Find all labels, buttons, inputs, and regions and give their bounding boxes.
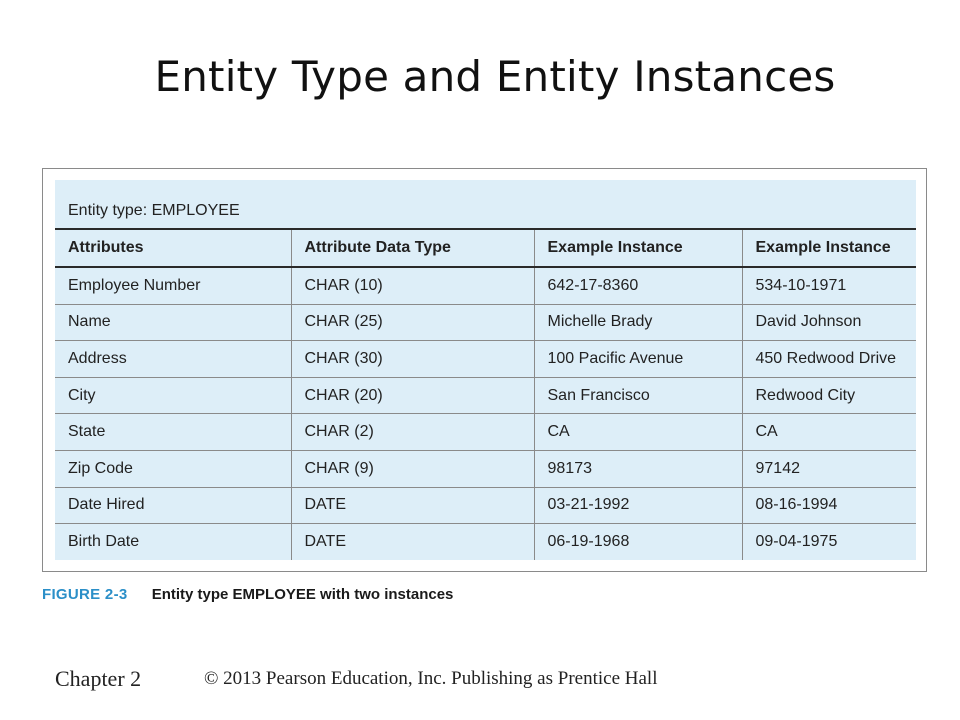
example-instance-2-value: 08-16-1994 <box>742 487 916 524</box>
entity-type-label: Entity type: EMPLOYEE <box>68 202 240 219</box>
attribute-name: City <box>55 377 291 414</box>
table-row <box>55 524 916 560</box>
example-instance-1-value: Michelle Brady <box>534 304 742 341</box>
table-row <box>55 341 916 378</box>
attribute-data-type: CHAR (2) <box>291 414 534 451</box>
figure-number: FIGURE 2-3 <box>42 586 128 603</box>
table-row <box>55 377 916 414</box>
entity-table <box>55 228 916 560</box>
table-row <box>55 487 916 524</box>
example-instance-1-value: 642-17-8360 <box>534 267 742 304</box>
example-instance-2-value: 09-04-1975 <box>742 524 916 560</box>
attribute-name: Date Hired <box>55 487 291 524</box>
attribute-data-type: CHAR (9) <box>291 450 534 487</box>
attribute-data-type: CHAR (10) <box>291 267 534 304</box>
example-instance-1-value: 06-19-1968 <box>534 524 742 560</box>
attribute-data-type: DATE <box>291 487 534 524</box>
example-instance-1-value: CA <box>534 414 742 451</box>
footer-chapter: Chapter 2 <box>55 666 142 691</box>
attribute-name: Birth Date <box>68 532 140 550</box>
attribute-name: Zip Code <box>55 450 291 487</box>
attribute-data-type: DATE <box>291 524 534 560</box>
footer-copyright: © 2013 Pearson Education, Inc. Publishing as Prentice Hall <box>204 668 658 689</box>
attribute-name: Name <box>55 304 291 341</box>
example-instance-1-value: 100 Pacific Avenue <box>534 341 742 378</box>
column-header-example-instance-1: Example Instance <box>534 229 742 267</box>
attribute-data-type: CHAR (30) <box>291 341 534 378</box>
attribute-name: Employee Number <box>55 267 291 304</box>
table-row <box>55 450 916 487</box>
attribute-name: Address <box>55 341 291 378</box>
column-header-data-type: Attribute Data Type <box>291 229 534 267</box>
example-instance-1-value: 03-21-1992 <box>534 487 742 524</box>
table-row <box>55 414 916 451</box>
example-instance-2-value: 97142 <box>742 450 916 487</box>
column-header-example-instance-2: Example Instance <box>742 229 916 267</box>
example-instance-2-value: Redwood City <box>742 377 916 414</box>
figure-frame <box>42 168 927 572</box>
table-row <box>55 267 916 304</box>
figure-panel <box>55 180 916 560</box>
figure-caption <box>42 586 453 603</box>
table-header-row <box>55 229 916 267</box>
example-instance-2-value: David Johnson <box>742 304 916 341</box>
example-instance-1-value: San Francisco <box>534 377 742 414</box>
column-header-attributes: Attributes <box>55 229 291 267</box>
attribute-name: State <box>55 414 291 451</box>
slide-title: Entity Type and Entity Instances <box>154 52 836 101</box>
example-instance-2-value: 534-10-1971 <box>742 267 916 304</box>
attribute-data-type: CHAR (20) <box>291 377 534 414</box>
attribute-data-type: CHAR (25) <box>291 304 534 341</box>
example-instance-2-value: CA <box>742 414 916 451</box>
table-row <box>55 304 916 341</box>
example-instance-2-value: 450 Redwood Drive <box>742 341 916 378</box>
figure-caption-text: Entity type EMPLOYEE with two instances <box>151 586 454 603</box>
example-instance-1-value: 98173 <box>534 450 742 487</box>
